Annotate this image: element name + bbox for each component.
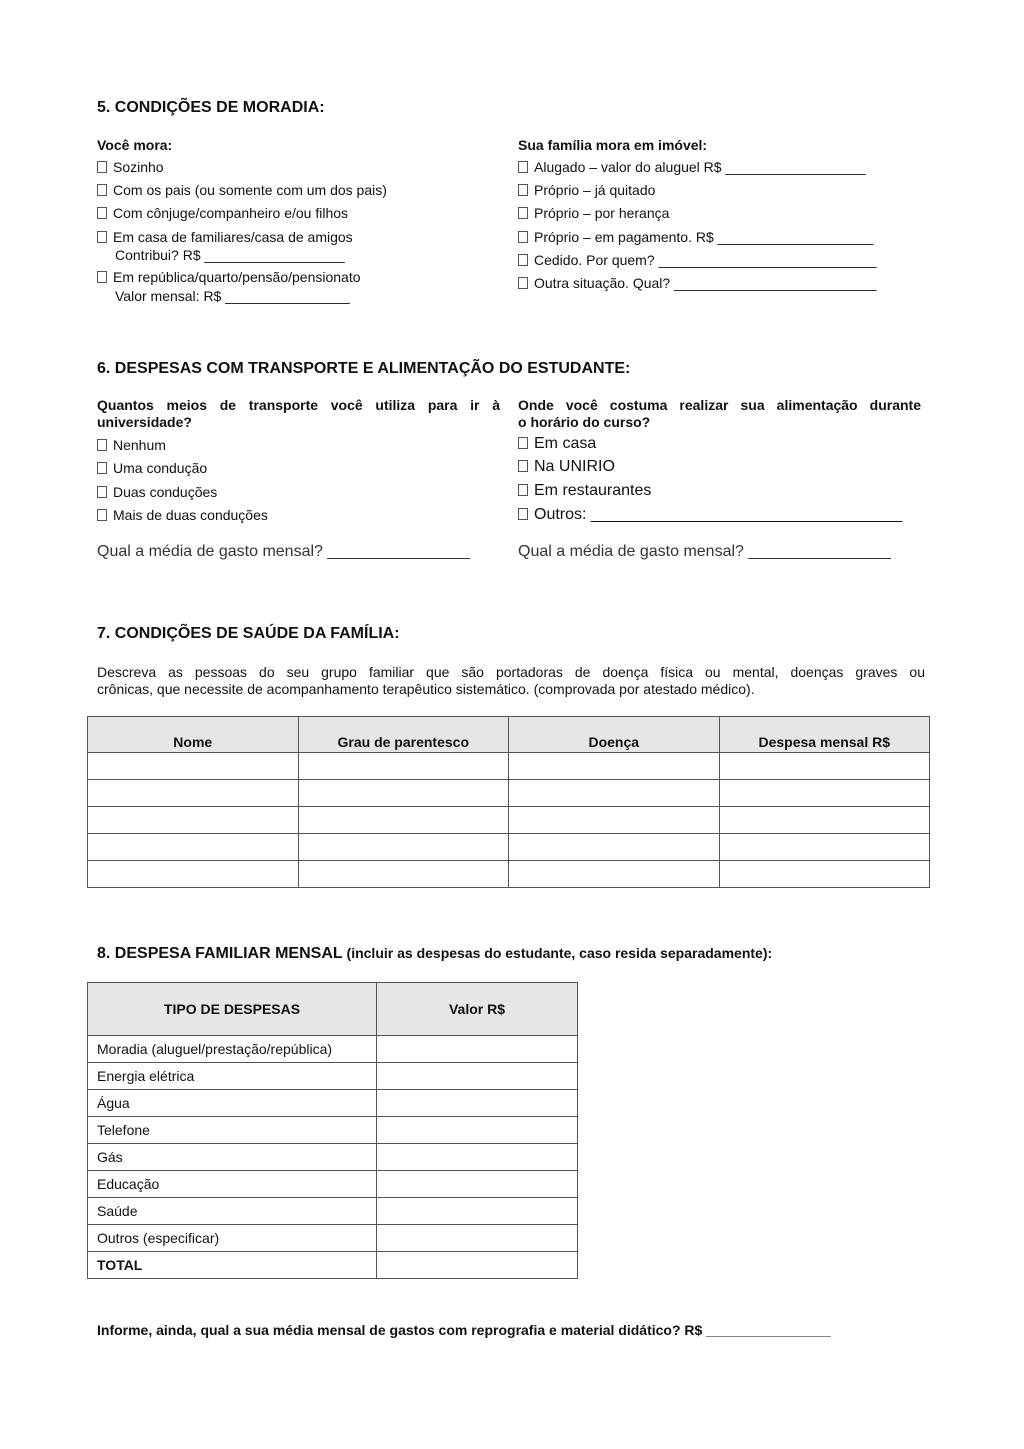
total-value-cell[interactable]: [377, 1252, 578, 1279]
meal-expense-field[interactable]: Qual a média de gasto mensal? ________________: [518, 543, 891, 560]
expense-value-cell[interactable]: [377, 1090, 578, 1117]
section-8-title: [97, 945, 772, 963]
table-row-total: [88, 1252, 578, 1279]
expense-value-cell[interactable]: [377, 1063, 578, 1090]
cell[interactable]: [298, 861, 509, 888]
family-home-label: Sua família mora em imóvel:: [518, 137, 708, 153]
expense-table: [87, 982, 578, 1279]
expense-label: Saúde: [88, 1198, 377, 1225]
option-outros[interactable]: Outros: ___________________________________: [518, 506, 902, 524]
cell[interactable]: [509, 753, 720, 780]
cell[interactable]: [509, 861, 720, 888]
col-nome: Nome: [88, 717, 299, 753]
option-proprio-pagamento[interactable]: Próprio – em pagamento. R$ ____________________: [518, 229, 873, 245]
meal-question-cont: o horário do curso?: [518, 414, 651, 430]
option-na-unirio[interactable]: Na UNIRIO: [518, 458, 615, 476]
option-proprio-heranca[interactable]: Próprio – por herança: [518, 205, 669, 221]
expense-value-cell[interactable]: [377, 1198, 578, 1225]
col-valor: Valor R$: [377, 983, 578, 1036]
expense-label: Outros (especificar): [88, 1225, 377, 1252]
checkbox[interactable]: [518, 184, 528, 196]
expense-label: Moradia (aluguel/prestação/república): [88, 1036, 377, 1063]
section-8-title-note: (incluir as despesas do estudante, caso resida separadamente):: [342, 945, 773, 961]
cell[interactable]: [719, 753, 930, 780]
checkbox[interactable]: [97, 271, 107, 283]
checkbox[interactable]: [97, 231, 107, 243]
expense-table-header: [88, 983, 578, 1036]
expense-value-cell[interactable]: [377, 1171, 578, 1198]
cell[interactable]: [88, 861, 299, 888]
checkbox[interactable]: [97, 207, 107, 219]
cell[interactable]: [509, 807, 720, 834]
option-duas-conducoes[interactable]: Duas conduções: [97, 484, 217, 500]
section-7-title: 7. CONDIÇÕES DE SAÚDE DA FAMÍLIA:: [97, 625, 400, 642]
checkbox[interactable]: [97, 161, 107, 173]
transport-expense-field[interactable]: Qual a média de gasto mensal? ________________: [97, 543, 470, 560]
cell[interactable]: [88, 753, 299, 780]
checkbox[interactable]: [518, 484, 528, 496]
meal-question: Onde você costuma realizar sua alimentação durante: [518, 397, 921, 413]
checkbox[interactable]: [518, 277, 528, 289]
cell[interactable]: [298, 807, 509, 834]
cell[interactable]: [88, 834, 299, 861]
expense-label: Telefone: [88, 1117, 377, 1144]
cell[interactable]: [509, 834, 720, 861]
option-casa-familiares[interactable]: Em casa de familiares/casa de amigos: [97, 229, 353, 245]
expense-value-cell[interactable]: [377, 1036, 578, 1063]
expense-value-cell[interactable]: [377, 1144, 578, 1171]
checkbox[interactable]: [518, 207, 528, 219]
cell[interactable]: [509, 780, 720, 807]
table-row: [88, 1117, 578, 1144]
col-tipo-despesas: TIPO DE DESPESAS: [88, 983, 377, 1036]
health-description: Descreva as pessoas do seu grupo familiar que são portadoras de doença física ou mental, doenças graves ou: [97, 664, 925, 680]
cell[interactable]: [719, 780, 930, 807]
expense-label: Energia elétrica: [88, 1063, 377, 1090]
cell[interactable]: [88, 780, 299, 807]
health-description-cont: crônicas, que necessite de acompanhamento terapêutico sistemático. (comprovada por atestado médico).: [97, 681, 755, 697]
table-row: [88, 1198, 578, 1225]
checkbox[interactable]: [97, 439, 107, 451]
table-row: [88, 1225, 578, 1252]
expense-label: Água: [88, 1090, 377, 1117]
table-row: [88, 834, 930, 861]
cell[interactable]: [298, 834, 509, 861]
table-row: [88, 807, 930, 834]
cell[interactable]: [719, 834, 930, 861]
checkbox[interactable]: [518, 460, 528, 472]
reprography-expense-field[interactable]: Informe, ainda, qual a sua média mensal de gastos com reprografia e material didático? R$ ________________: [97, 1322, 831, 1338]
checkbox[interactable]: [518, 161, 528, 173]
option-mais-duas[interactable]: Mais de duas conduções: [97, 507, 268, 523]
expense-value-cell[interactable]: [377, 1225, 578, 1252]
checkbox[interactable]: [97, 486, 107, 498]
table-row: [88, 753, 930, 780]
option-restaurantes[interactable]: Em restaurantes: [518, 482, 651, 500]
cell[interactable]: [88, 807, 299, 834]
table-row: [88, 1090, 578, 1117]
option-alugado[interactable]: Alugado – valor do aluguel R$ __________________: [518, 159, 866, 175]
col-despesa-mensal: Despesa mensal R$: [719, 717, 930, 753]
checkbox[interactable]: [97, 184, 107, 196]
valor-mensal-field[interactable]: Valor mensal: R$ ________________: [115, 288, 350, 304]
table-row: [88, 1171, 578, 1198]
total-label: TOTAL: [88, 1252, 377, 1279]
table-row: [88, 1036, 578, 1063]
table-row: [88, 1063, 578, 1090]
transport-question-cont: universidade?: [97, 414, 192, 430]
cell[interactable]: [298, 753, 509, 780]
option-cedido[interactable]: Cedido. Por quem? ____________________________: [518, 252, 877, 268]
section-6-title: 6. DESPESAS COM TRANSPORTE E ALIMENTAÇÃO DO ESTUDANTE:: [97, 360, 631, 377]
option-com-pais[interactable]: Com os pais (ou somente com um dos pais): [97, 182, 387, 198]
col-doenca: Doença: [509, 717, 720, 753]
cell[interactable]: [298, 780, 509, 807]
checkbox[interactable]: [97, 462, 107, 474]
option-proprio-quitado[interactable]: Próprio – já quitado: [518, 182, 655, 198]
table-row: [88, 861, 930, 888]
checkbox[interactable]: [518, 508, 528, 520]
table-row: [88, 780, 930, 807]
option-em-casa[interactable]: Em casa: [518, 435, 596, 453]
option-republica[interactable]: Em república/quarto/pensão/pensionato: [97, 269, 361, 285]
transport-question: Quantos meios de transporte você utiliza para ir à: [97, 397, 500, 413]
checkbox[interactable]: [518, 231, 528, 243]
option-sozinho[interactable]: Sozinho: [97, 159, 164, 175]
checkbox[interactable]: [97, 509, 107, 521]
expense-label: Gás: [88, 1144, 377, 1171]
health-table: [87, 716, 930, 888]
cell[interactable]: [719, 861, 930, 888]
contribui-field[interactable]: Contribui? R$ __________________: [115, 247, 345, 263]
checkbox[interactable]: [518, 254, 528, 266]
section-8-title-bold: 8. DESPESA FAMILIAR MENSAL: [97, 945, 343, 962]
option-uma-conducao[interactable]: Uma condução: [97, 460, 207, 476]
option-nenhum[interactable]: Nenhum: [97, 437, 166, 453]
section-5-title: 5. CONDIÇÕES DE MORADIA:: [97, 99, 325, 116]
you-live-label: Você mora:: [97, 137, 173, 153]
cell[interactable]: [719, 807, 930, 834]
expense-value-cell[interactable]: [377, 1117, 578, 1144]
option-outra-situacao[interactable]: Outra situação. Qual? __________________________: [518, 275, 877, 291]
checkbox[interactable]: [518, 437, 528, 449]
col-grau-parentesco: Grau de parentesco: [298, 717, 509, 753]
health-table-header: [88, 717, 930, 753]
option-conjuge[interactable]: Com cônjuge/companheiro e/ou filhos: [97, 205, 348, 221]
table-row: [88, 1144, 578, 1171]
expense-label: Educação: [88, 1171, 377, 1198]
